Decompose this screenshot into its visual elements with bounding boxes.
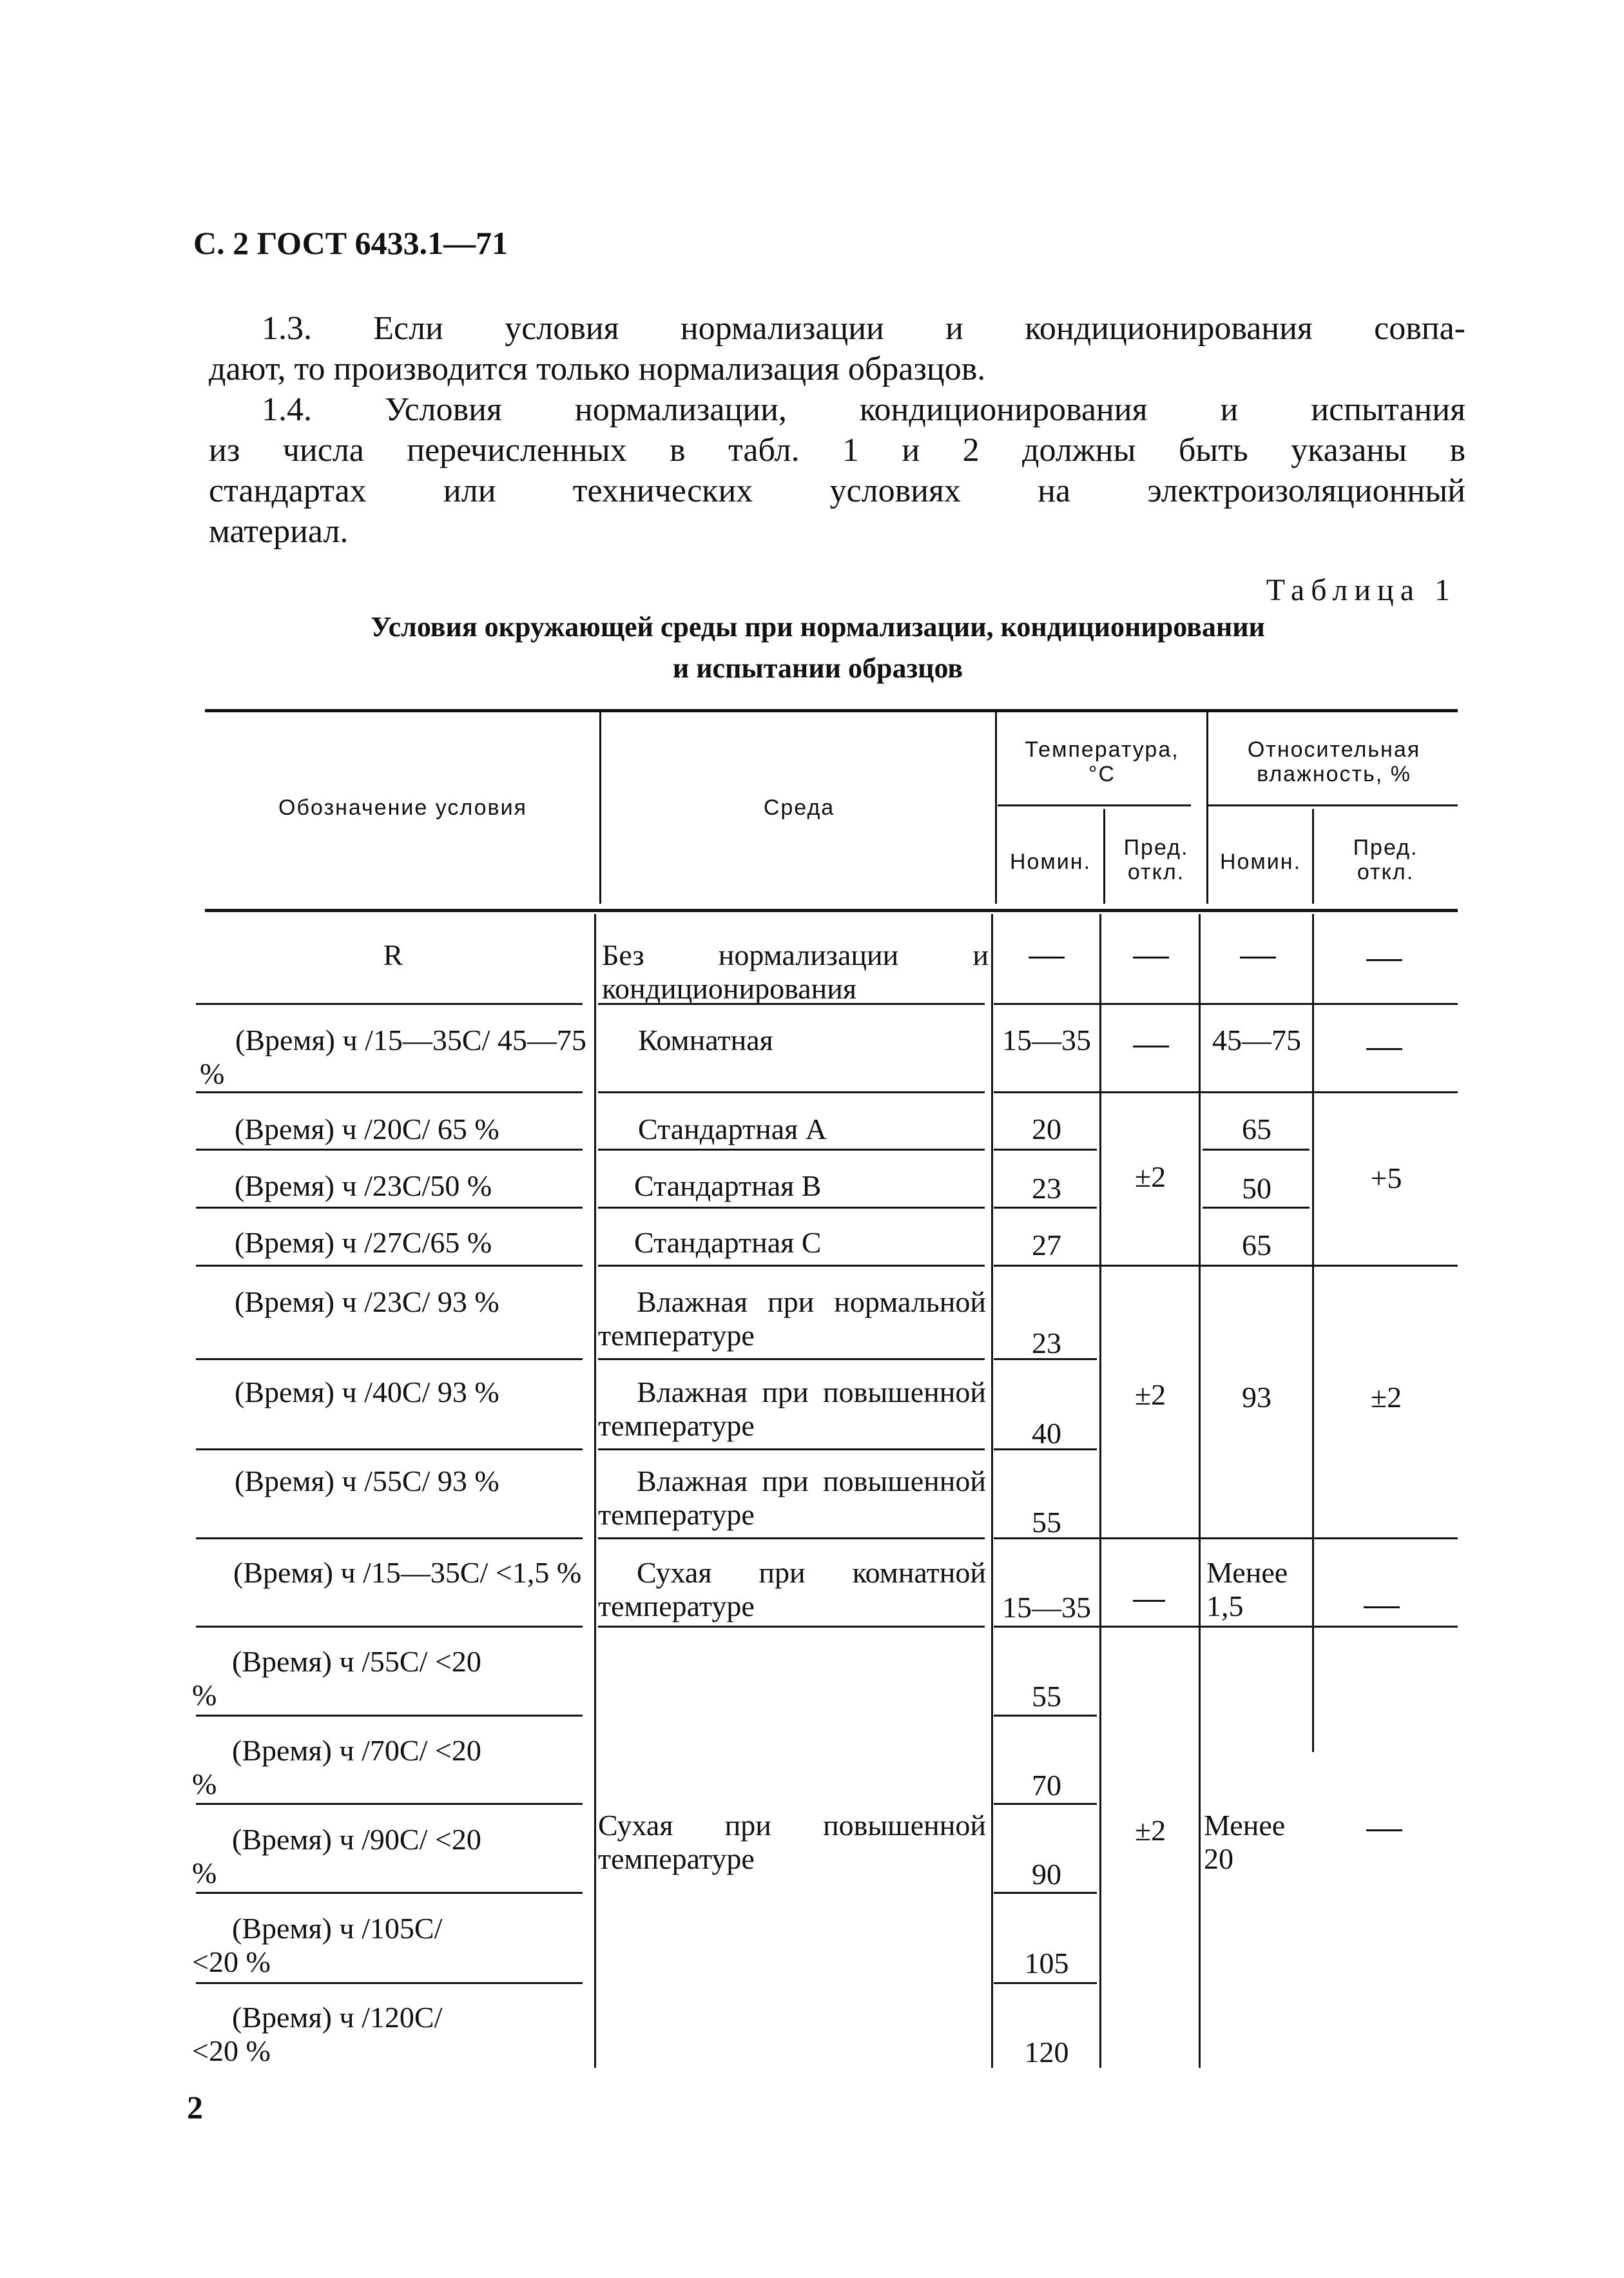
dash-mark	[1133, 957, 1169, 959]
header-humidity-nominal: Номин.	[1219, 850, 1302, 874]
temp-nominal-cell: 15—35	[1002, 1024, 1091, 1056]
row-rule	[196, 1803, 583, 1805]
dash-mark	[1366, 1048, 1402, 1050]
table-label: Таблица 1	[1266, 573, 1456, 607]
table-title-line-1: Условия окружающей среды при нормализации, кондиционировании	[371, 611, 1265, 643]
designation-cell: (Время) ч /55С/ 93 %	[235, 1465, 499, 1497]
dash-mark	[1133, 1600, 1165, 1602]
designation-cell: (Время) ч /23С/50 %	[235, 1169, 492, 1202]
dash-mark	[1240, 957, 1276, 959]
header-humidity-line-2: влажность, %	[1257, 762, 1411, 786]
row-rule	[598, 1626, 985, 1628]
row-rule	[598, 1358, 985, 1360]
dash-mark	[1366, 1829, 1402, 1831]
row-rule	[1203, 1207, 1310, 1209]
humid-temp-tolerance-cell: ±2	[1134, 1378, 1166, 1411]
row-rule	[994, 1982, 1097, 1984]
row-rule	[196, 1091, 583, 1093]
temp-nominal-cell: 20	[1032, 1113, 1061, 1145]
header-vline-1	[599, 710, 601, 904]
temp-nominal-cell: 27	[1032, 1229, 1061, 1261]
header-temperature-line-2: °С	[1088, 762, 1116, 786]
temp-nominal-cell: 70	[1032, 1769, 1061, 1802]
row-rule	[196, 1537, 583, 1539]
designation-cell: (Время) ч /27С/65 %	[235, 1226, 492, 1259]
table-top-rule	[205, 709, 1458, 712]
temp-nominal-cell: 55	[1032, 1506, 1061, 1539]
dash-mark	[1133, 1046, 1169, 1047]
row-rule	[196, 1149, 583, 1151]
medium-cell: Стандартная С	[634, 1226, 822, 1259]
humidity-nominal-cell: 45—75	[1212, 1024, 1301, 1056]
header-humidity-tolerance-line-1: Пред.	[1353, 835, 1418, 860]
row-rule	[994, 1803, 1097, 1805]
humid-humidity-tolerance-cell: ±2	[1370, 1381, 1402, 1414]
row-rule	[994, 1149, 1097, 1151]
designation-cell: (Время) ч /20С/ 65 %	[235, 1113, 499, 1145]
dry-medium-cell: Сухая при повышенной температуре	[598, 1809, 986, 1875]
header-humidity-line-1: Относительная	[1247, 737, 1421, 762]
row-rule	[994, 1091, 1458, 1093]
std-temp-tolerance-cell: ±2	[1134, 1160, 1166, 1193]
page-number: 2	[187, 2089, 203, 2125]
dash-mark	[1364, 1606, 1400, 1608]
dry-humidity-nominal-cell: Менее 20	[1204, 1809, 1286, 1875]
medium-cell: Без нормализации и кондиционирования	[602, 939, 989, 1005]
header-bottom-rule	[205, 909, 1458, 912]
row-rule	[598, 1537, 985, 1539]
medium-cell: Стандартная В	[634, 1169, 822, 1202]
paragraph-1-4-line-2: из числа перечисленных в табл. 1 и 2 должны быть указаны в	[209, 432, 1465, 469]
designation-cell: (Время) ч /90С/ <20 %	[192, 1823, 481, 1889]
body-vline-3	[1099, 914, 1101, 2068]
humidity-nominal-cell: 50	[1242, 1172, 1271, 1205]
designation-cell: (Время) ч /70С/ <20 %	[192, 1734, 481, 1800]
designation-cell: (Время) ч /15—35С/ 45—75 %	[200, 1024, 586, 1090]
medium-cell: Влажная при повышенной температуре	[598, 1465, 986, 1531]
humid-humidity-nominal-cell: 93	[1242, 1381, 1271, 1414]
temp-nominal-cell: 55	[1032, 1680, 1061, 1713]
designation-cell: (Время) ч /55С/ <20 %	[192, 1645, 481, 1711]
row-rule	[994, 1715, 1097, 1717]
row-rule	[196, 1358, 583, 1360]
row-rule	[598, 1149, 985, 1151]
humidity-nominal-cell: 65	[1242, 1113, 1271, 1145]
header-temp-tolerance-line-2: откл.	[1127, 860, 1185, 884]
dash-mark	[1029, 957, 1065, 959]
dry-temp-tolerance-cell: ±2	[1134, 1814, 1166, 1847]
designation-cell: (Время) ч /23С/ 93 %	[235, 1285, 499, 1318]
paragraph-1-3-line-1: 1.3. Если условия нормализации и кондиционирования совпа-	[262, 310, 1465, 347]
designation-cell: (Время) ч /105С/ <20 %	[192, 1912, 443, 1978]
std-humidity-tolerance-cell: +5	[1370, 1162, 1402, 1194]
designation-cell: (Время) ч /15—35С/ <1,5 %	[233, 1556, 582, 1589]
row-rule	[196, 1626, 583, 1628]
temp-nominal-cell: 40	[1032, 1417, 1061, 1450]
designation-cell: R	[383, 939, 403, 971]
paragraph-1-4-line-3: стандартах или технических условиях на электроизоляционный	[209, 472, 1465, 509]
row-rule	[598, 1448, 985, 1450]
row-rule	[598, 1265, 985, 1267]
row-rule	[196, 1982, 583, 1984]
temp-nominal-cell: 23	[1032, 1327, 1061, 1359]
page-header: С. 2 ГОСТ 6433.1—71	[193, 225, 508, 261]
row-rule	[1203, 1149, 1310, 1151]
header-temperature-line-1: Температура,	[1025, 737, 1179, 762]
body-vline-2	[991, 914, 993, 2068]
row-rule	[994, 1265, 1458, 1267]
header-humidity-divider	[1208, 804, 1458, 806]
row-rule	[196, 1003, 583, 1005]
header-designation: Обозначение условия	[278, 795, 527, 820]
medium-cell: Влажная при повышенной температуре	[598, 1376, 986, 1442]
temp-nominal-cell: 15—35	[1002, 1591, 1091, 1624]
dash-mark	[1366, 959, 1402, 961]
designation-cell: (Время) ч /40С/ 93 %	[235, 1376, 499, 1408]
paragraph-1-4-line-4: материал.	[209, 513, 349, 550]
row-rule	[196, 1265, 583, 1267]
header-medium: Среда	[763, 795, 835, 820]
row-rule	[196, 1715, 583, 1717]
body-vline-4	[1199, 914, 1201, 2068]
paragraph-1-3-line-2: дают, то производится только нормализация образцов.	[209, 351, 986, 387]
medium-cell: Комнатная	[638, 1024, 773, 1056]
medium-cell: Сухая при комнатной температуре	[598, 1556, 986, 1622]
header-temp-divider	[998, 804, 1191, 806]
row-rule	[196, 1207, 583, 1209]
temp-nominal-cell: 90	[1032, 1858, 1061, 1891]
row-rule	[994, 1003, 1458, 1005]
temp-nominal-cell: 105	[1024, 1947, 1069, 1980]
temp-nominal-cell: 120	[1024, 2036, 1069, 2069]
table-title-line-2: и испытании образцов	[672, 652, 963, 684]
header-vline-2	[995, 710, 997, 904]
row-rule	[994, 1892, 1097, 1894]
header-vline-4	[1206, 710, 1208, 904]
row-rule	[196, 1448, 583, 1450]
header-vline-5	[1312, 809, 1314, 904]
humidity-nominal-cell: 65	[1242, 1229, 1271, 1261]
medium-cell: Влажная при нормальной температуре	[598, 1285, 986, 1352]
header-humidity-tolerance-line-2: откл.	[1357, 860, 1415, 884]
header-temp-nominal: Номин.	[1009, 850, 1092, 874]
header-temp-tolerance-line-1: Пред.	[1123, 835, 1189, 860]
medium-cell: Стандартная А	[638, 1113, 827, 1145]
row-rule	[994, 1207, 1097, 1209]
temp-nominal-cell: 23	[1032, 1172, 1061, 1205]
header-vline-3	[1103, 809, 1105, 904]
designation-cell: (Время) ч /120С/ <20 %	[192, 2001, 443, 2067]
row-rule	[598, 1091, 985, 1093]
row-rule	[196, 1892, 583, 1894]
humidity-nominal-cell: Менее 1,5	[1206, 1556, 1288, 1622]
row-rule	[598, 1207, 985, 1209]
row-rule	[994, 1626, 1458, 1628]
paragraph-1-4-line-1: 1.4. Условия нормализации, кондиционирования и испытания	[262, 391, 1465, 428]
